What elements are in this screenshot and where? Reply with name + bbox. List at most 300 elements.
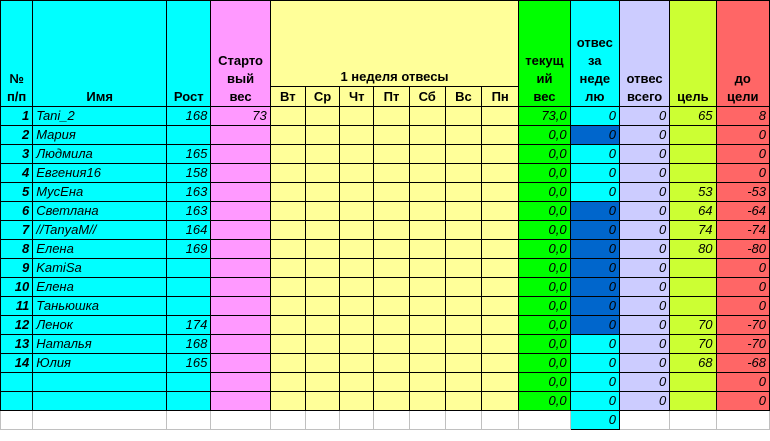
cell-number[interactable]: 5: [1, 183, 33, 202]
cell-day-weight[interactable]: [445, 164, 481, 183]
cell-day-weight[interactable]: [409, 297, 445, 316]
cell-current-weight[interactable]: 0,0: [519, 373, 570, 392]
empty-cell[interactable]: [670, 411, 716, 430]
cell-goal[interactable]: 70: [670, 335, 716, 354]
cell-day-weight[interactable]: [305, 354, 339, 373]
cell-day-weight[interactable]: [482, 316, 519, 335]
cell-current-weight[interactable]: 0,0: [519, 392, 570, 411]
cell-day-weight[interactable]: [270, 145, 305, 164]
cell-number[interactable]: 11: [1, 297, 33, 316]
cell-week-loss-extra[interactable]: 0: [570, 411, 619, 430]
cell-total-loss[interactable]: 0: [619, 145, 669, 164]
cell-day-weight[interactable]: [305, 392, 339, 411]
cell-day-weight[interactable]: [445, 278, 481, 297]
cell-day-weight[interactable]: [340, 354, 374, 373]
cell-day-weight[interactable]: [270, 392, 305, 411]
cell-day-weight[interactable]: [340, 126, 374, 145]
cell-day-weight[interactable]: [445, 373, 481, 392]
cell-day-weight[interactable]: [409, 221, 445, 240]
cell-name[interactable]: [33, 373, 167, 392]
header-to-goal[interactable]: до цели: [716, 1, 769, 107]
cell-number[interactable]: 13: [1, 335, 33, 354]
cell-week-loss[interactable]: 0: [570, 373, 619, 392]
cell-number[interactable]: 10: [1, 278, 33, 297]
header-day[interactable]: Вс: [445, 87, 481, 107]
cell-day-weight[interactable]: [305, 145, 339, 164]
cell-to-goal[interactable]: 0: [716, 145, 769, 164]
cell-day-weight[interactable]: [374, 183, 409, 202]
cell-goal[interactable]: [670, 259, 716, 278]
cell-to-goal[interactable]: -53: [716, 183, 769, 202]
cell-height[interactable]: 165: [167, 354, 211, 373]
cell-day-weight[interactable]: [270, 354, 305, 373]
header-week-loss[interactable]: отвес за неде лю: [570, 1, 619, 107]
cell-start-weight[interactable]: [211, 183, 270, 202]
cell-day-weight[interactable]: [445, 297, 481, 316]
table-row: [1, 335, 770, 354]
empty-cell[interactable]: [445, 411, 481, 430]
cell-day-weight[interactable]: [270, 259, 305, 278]
cell-day-weight[interactable]: [340, 183, 374, 202]
cell-day-weight[interactable]: [445, 259, 481, 278]
cell-day-weight[interactable]: [409, 335, 445, 354]
cell-day-weight[interactable]: [445, 335, 481, 354]
cell-to-goal[interactable]: -70: [716, 335, 769, 354]
empty-cell[interactable]: [519, 411, 570, 430]
cell-day-weight[interactable]: [445, 316, 481, 335]
cell-to-goal[interactable]: 0: [716, 297, 769, 316]
cell-to-goal[interactable]: -74: [716, 221, 769, 240]
table-row: [1, 392, 770, 411]
cell-day-weight[interactable]: [374, 145, 409, 164]
cell-day-weight[interactable]: [340, 373, 374, 392]
header-day[interactable]: Пт: [374, 87, 409, 107]
cell-day-weight[interactable]: [409, 278, 445, 297]
cell-day-weight[interactable]: [340, 107, 374, 126]
cell-day-weight[interactable]: [305, 240, 339, 259]
header-week[interactable]: 1 неделя отвесы: [270, 1, 519, 87]
cell-day-weight[interactable]: [305, 126, 339, 145]
cell-height[interactable]: 168: [167, 335, 211, 354]
empty-cell[interactable]: [211, 411, 270, 430]
cell-current-weight[interactable]: 0,0: [519, 278, 570, 297]
cell-day-weight[interactable]: [374, 278, 409, 297]
cell-to-goal[interactable]: 0: [716, 259, 769, 278]
cell-day-weight[interactable]: [409, 240, 445, 259]
cell-day-weight[interactable]: [305, 183, 339, 202]
cell-day-weight[interactable]: [445, 107, 481, 126]
cell-name[interactable]: KamiSa: [33, 259, 167, 278]
cell-day-weight[interactable]: [270, 107, 305, 126]
table-row: [1, 145, 770, 164]
cell-day-weight[interactable]: [409, 145, 445, 164]
cell-day-weight[interactable]: [482, 354, 519, 373]
empty-cell[interactable]: [1, 411, 33, 430]
cell-day-weight[interactable]: [409, 373, 445, 392]
cell-current-weight[interactable]: 0,0: [519, 297, 570, 316]
cell-week-loss[interactable]: 0: [570, 278, 619, 297]
cell-day-weight[interactable]: [340, 392, 374, 411]
cell-number[interactable]: 8: [1, 240, 33, 259]
cell-day-weight[interactable]: [270, 240, 305, 259]
cell-to-goal[interactable]: -68: [716, 354, 769, 373]
table-row: [1, 202, 770, 221]
cell-name[interactable]: Мария: [33, 126, 167, 145]
cell-day-weight[interactable]: [445, 145, 481, 164]
cell-goal[interactable]: 64: [670, 202, 716, 221]
cell-day-weight[interactable]: [374, 259, 409, 278]
cell-day-weight[interactable]: [340, 221, 374, 240]
cell-day-weight[interactable]: [305, 221, 339, 240]
empty-cell[interactable]: [716, 411, 769, 430]
cell-total-loss[interactable]: 0: [619, 316, 669, 335]
cell-total-loss[interactable]: 0: [619, 126, 669, 145]
cell-day-weight[interactable]: [374, 354, 409, 373]
cell-day-weight[interactable]: [482, 297, 519, 316]
cell-goal[interactable]: 65: [670, 107, 716, 126]
cell-current-weight[interactable]: 0,0: [519, 164, 570, 183]
cell-day-weight[interactable]: [374, 335, 409, 354]
header-day[interactable]: Чт: [340, 87, 374, 107]
cell-day-weight[interactable]: [270, 202, 305, 221]
cell-day-weight[interactable]: [482, 145, 519, 164]
cell-current-weight[interactable]: 0,0: [519, 202, 570, 221]
cell-day-weight[interactable]: [409, 392, 445, 411]
cell-day-weight[interactable]: [445, 202, 481, 221]
cell-total-loss[interactable]: 0: [619, 373, 669, 392]
cell-number[interactable]: [1, 392, 33, 411]
cell-week-loss[interactable]: 0: [570, 335, 619, 354]
cell-height[interactable]: 174: [167, 316, 211, 335]
cell-start-weight[interactable]: [211, 126, 270, 145]
cell-day-weight[interactable]: [482, 164, 519, 183]
cell-goal[interactable]: 68: [670, 354, 716, 373]
cell-current-weight[interactable]: 73,0: [519, 107, 570, 126]
cell-goal[interactable]: 70: [670, 316, 716, 335]
header-total-loss[interactable]: отвес всего: [619, 1, 669, 107]
cell-day-weight[interactable]: [409, 107, 445, 126]
cell-day-weight[interactable]: [482, 392, 519, 411]
cell-goal[interactable]: 74: [670, 221, 716, 240]
cell-day-weight[interactable]: [445, 126, 481, 145]
cell-to-goal[interactable]: 0: [716, 373, 769, 392]
cell-number[interactable]: 3: [1, 145, 33, 164]
cell-total-loss[interactable]: 0: [619, 278, 669, 297]
header-start-weight[interactable]: Старто вый вес: [211, 1, 270, 107]
cell-height[interactable]: [167, 259, 211, 278]
cell-week-loss[interactable]: 0: [570, 107, 619, 126]
cell-current-weight[interactable]: 0,0: [519, 183, 570, 202]
cell-start-weight[interactable]: [211, 354, 270, 373]
cell-height[interactable]: 163: [167, 183, 211, 202]
cell-name[interactable]: Ленок: [33, 316, 167, 335]
cell-number[interactable]: 2: [1, 126, 33, 145]
cell-name[interactable]: Таньюшка: [33, 297, 167, 316]
cell-day-weight[interactable]: [305, 316, 339, 335]
cell-height[interactable]: [167, 392, 211, 411]
cell-total-loss[interactable]: 0: [619, 297, 669, 316]
cell-day-weight[interactable]: [305, 335, 339, 354]
cell-current-weight[interactable]: 0,0: [519, 259, 570, 278]
cell-day-weight[interactable]: [409, 259, 445, 278]
cell-goal[interactable]: [670, 164, 716, 183]
cell-total-loss[interactable]: 0: [619, 221, 669, 240]
cell-name[interactable]: Юлия: [33, 354, 167, 373]
cell-week-loss[interactable]: 0: [570, 297, 619, 316]
table-row: [1, 278, 770, 297]
cell-day-weight[interactable]: [374, 373, 409, 392]
header-day[interactable]: Сб: [409, 87, 445, 107]
cell-day-weight[interactable]: [482, 259, 519, 278]
cell-to-goal[interactable]: 0: [716, 126, 769, 145]
cell-week-loss[interactable]: 0: [570, 202, 619, 221]
cell-day-weight[interactable]: [374, 316, 409, 335]
header-row: [1, 1, 770, 87]
cell-height[interactable]: 164: [167, 221, 211, 240]
cell-day-weight[interactable]: [305, 278, 339, 297]
cell-day-weight[interactable]: [340, 164, 374, 183]
cell-name[interactable]: Елена: [33, 240, 167, 259]
table-row: [1, 126, 770, 145]
header-name[interactable]: Имя: [33, 1, 167, 107]
cell-day-weight[interactable]: [445, 221, 481, 240]
cell-start-weight[interactable]: [211, 278, 270, 297]
cell-day-weight[interactable]: [270, 126, 305, 145]
cell-height[interactable]: 168: [167, 107, 211, 126]
header-goal[interactable]: цель: [670, 1, 716, 107]
header-num[interactable]: № п/п: [1, 1, 33, 107]
cell-number[interactable]: 6: [1, 202, 33, 221]
cell-day-weight[interactable]: [305, 297, 339, 316]
empty-cell[interactable]: [305, 411, 339, 430]
cell-start-weight[interactable]: [211, 297, 270, 316]
cell-name[interactable]: Наталья: [33, 335, 167, 354]
cell-number[interactable]: 4: [1, 164, 33, 183]
cell-number[interactable]: [1, 373, 33, 392]
cell-total-loss[interactable]: 0: [619, 240, 669, 259]
cell-name[interactable]: Людмила: [33, 145, 167, 164]
cell-total-loss[interactable]: 0: [619, 259, 669, 278]
cell-current-weight[interactable]: 0,0: [519, 316, 570, 335]
cell-day-weight[interactable]: [374, 126, 409, 145]
cell-day-weight[interactable]: [374, 240, 409, 259]
cell-name[interactable]: Евгения16: [33, 164, 167, 183]
cell-day-weight[interactable]: [305, 373, 339, 392]
cell-week-loss[interactable]: 0: [570, 183, 619, 202]
cell-number[interactable]: 7: [1, 221, 33, 240]
cell-goal[interactable]: [670, 145, 716, 164]
cell-height[interactable]: [167, 373, 211, 392]
cell-day-weight[interactable]: [409, 126, 445, 145]
table-row: [1, 183, 770, 202]
cell-day-weight[interactable]: [374, 202, 409, 221]
cell-height[interactable]: 169: [167, 240, 211, 259]
table-row: [1, 240, 770, 259]
cell-day-weight[interactable]: [482, 126, 519, 145]
cell-total-loss[interactable]: 0: [619, 392, 669, 411]
empty-cell[interactable]: [167, 411, 211, 430]
cell-day-weight[interactable]: [340, 240, 374, 259]
cell-day-weight[interactable]: [409, 164, 445, 183]
cell-day-weight[interactable]: [305, 107, 339, 126]
cell-start-weight[interactable]: [211, 316, 270, 335]
cell-day-weight[interactable]: [340, 297, 374, 316]
cell-day-weight[interactable]: [270, 335, 305, 354]
cell-day-weight[interactable]: [374, 107, 409, 126]
cell-to-goal[interactable]: -64: [716, 202, 769, 221]
cell-to-goal[interactable]: 0: [716, 392, 769, 411]
cell-day-weight[interactable]: [270, 297, 305, 316]
cell-day-weight[interactable]: [482, 221, 519, 240]
cell-name[interactable]: [33, 392, 167, 411]
cell-day-weight[interactable]: [374, 297, 409, 316]
cell-day-weight[interactable]: [270, 183, 305, 202]
cell-week-loss[interactable]: 0: [570, 221, 619, 240]
cell-start-weight[interactable]: [211, 335, 270, 354]
cell-number[interactable]: 1: [1, 107, 33, 126]
cell-start-weight[interactable]: [211, 259, 270, 278]
cell-start-weight[interactable]: [211, 202, 270, 221]
cell-day-weight[interactable]: [445, 354, 481, 373]
cell-goal[interactable]: [670, 297, 716, 316]
cell-to-goal[interactable]: 0: [716, 278, 769, 297]
cell-height[interactable]: [167, 297, 211, 316]
header-day[interactable]: Пн: [482, 87, 519, 107]
cell-start-weight[interactable]: [211, 240, 270, 259]
cell-day-weight[interactable]: [445, 392, 481, 411]
header-height[interactable]: Рост: [167, 1, 211, 107]
cell-total-loss[interactable]: 0: [619, 202, 669, 221]
cell-total-loss[interactable]: 0: [619, 354, 669, 373]
cell-day-weight[interactable]: [270, 221, 305, 240]
cell-week-loss[interactable]: 0: [570, 354, 619, 373]
cell-day-weight[interactable]: [340, 316, 374, 335]
cell-current-weight[interactable]: 0,0: [519, 145, 570, 164]
cell-day-weight[interactable]: [482, 183, 519, 202]
cell-goal[interactable]: 80: [670, 240, 716, 259]
cell-day-weight[interactable]: [409, 183, 445, 202]
cell-week-loss[interactable]: 0: [570, 145, 619, 164]
cell-to-goal[interactable]: -70: [716, 316, 769, 335]
cell-day-weight[interactable]: [482, 240, 519, 259]
cell-day-weight[interactable]: [270, 373, 305, 392]
cell-to-goal[interactable]: 8: [716, 107, 769, 126]
cell-start-weight[interactable]: [211, 221, 270, 240]
cell-day-weight[interactable]: [482, 335, 519, 354]
cell-day-weight[interactable]: [482, 107, 519, 126]
cell-week-loss[interactable]: 0: [570, 240, 619, 259]
cell-total-loss[interactable]: 0: [619, 164, 669, 183]
empty-cell[interactable]: [619, 411, 669, 430]
cell-name[interactable]: //TanyaM//: [33, 221, 167, 240]
cell-day-weight[interactable]: [374, 164, 409, 183]
cell-day-weight[interactable]: [409, 202, 445, 221]
cell-start-weight[interactable]: [211, 164, 270, 183]
cell-height[interactable]: 165: [167, 145, 211, 164]
cell-day-weight[interactable]: [445, 240, 481, 259]
cell-day-weight[interactable]: [409, 354, 445, 373]
cell-day-weight[interactable]: [270, 164, 305, 183]
cell-current-weight[interactable]: 0,0: [519, 240, 570, 259]
cell-current-weight[interactable]: 0,0: [519, 126, 570, 145]
cell-start-weight[interactable]: [211, 392, 270, 411]
cell-day-weight[interactable]: [409, 316, 445, 335]
cell-goal[interactable]: 53: [670, 183, 716, 202]
cell-start-weight[interactable]: [211, 145, 270, 164]
cell-day-weight[interactable]: [340, 335, 374, 354]
cell-day-weight[interactable]: [340, 202, 374, 221]
cell-week-loss[interactable]: 0: [570, 392, 619, 411]
cell-height[interactable]: 163: [167, 202, 211, 221]
cell-week-loss[interactable]: 0: [570, 259, 619, 278]
empty-cell[interactable]: [340, 411, 374, 430]
cell-name[interactable]: Tani_2: [33, 107, 167, 126]
header-day[interactable]: Ср: [305, 87, 339, 107]
cell-current-weight[interactable]: 0,0: [519, 335, 570, 354]
cell-day-weight[interactable]: [340, 259, 374, 278]
table-row: [1, 107, 770, 126]
empty-cell[interactable]: [270, 411, 305, 430]
cell-day-weight[interactable]: [270, 316, 305, 335]
cell-height[interactable]: [167, 278, 211, 297]
cell-total-loss[interactable]: 0: [619, 335, 669, 354]
cell-goal[interactable]: [670, 392, 716, 411]
cell-name[interactable]: МусЕна: [33, 183, 167, 202]
cell-day-weight[interactable]: [270, 278, 305, 297]
cell-day-weight[interactable]: [340, 145, 374, 164]
empty-cell[interactable]: [482, 411, 519, 430]
cell-current-weight[interactable]: 0,0: [519, 354, 570, 373]
cell-day-weight[interactable]: [482, 373, 519, 392]
cell-goal[interactable]: [670, 373, 716, 392]
empty-cell[interactable]: [374, 411, 409, 430]
cell-day-weight[interactable]: [374, 221, 409, 240]
cell-day-weight[interactable]: [482, 278, 519, 297]
cell-name[interactable]: Светлана: [33, 202, 167, 221]
cell-total-loss[interactable]: 0: [619, 107, 669, 126]
cell-day-weight[interactable]: [374, 392, 409, 411]
cell-week-loss[interactable]: 0: [570, 126, 619, 145]
table-row: [1, 373, 770, 392]
cell-number[interactable]: 9: [1, 259, 33, 278]
cell-week-loss[interactable]: 0: [570, 316, 619, 335]
cell-week-loss[interactable]: 0: [570, 164, 619, 183]
cell-start-weight[interactable]: 73: [211, 107, 270, 126]
cell-start-weight[interactable]: [211, 373, 270, 392]
cell-day-weight[interactable]: [340, 278, 374, 297]
cell-number[interactable]: 12: [1, 316, 33, 335]
cell-current-weight[interactable]: 0,0: [519, 221, 570, 240]
cell-day-weight[interactable]: [305, 164, 339, 183]
cell-to-goal[interactable]: -80: [716, 240, 769, 259]
empty-cell[interactable]: [33, 411, 167, 430]
cell-day-weight[interactable]: [482, 202, 519, 221]
cell-day-weight[interactable]: [445, 183, 481, 202]
cell-total-loss[interactable]: 0: [619, 183, 669, 202]
header-day[interactable]: Вт: [270, 87, 305, 107]
cell-height[interactable]: [167, 126, 211, 145]
cell-goal[interactable]: [670, 126, 716, 145]
cell-name[interactable]: Елена: [33, 278, 167, 297]
cell-number[interactable]: 14: [1, 354, 33, 373]
cell-day-weight[interactable]: [305, 202, 339, 221]
header-current-weight[interactable]: текущ ий вес: [519, 1, 570, 107]
cell-to-goal[interactable]: 0: [716, 164, 769, 183]
cell-height[interactable]: 158: [167, 164, 211, 183]
empty-cell[interactable]: [409, 411, 445, 430]
cell-goal[interactable]: [670, 278, 716, 297]
cell-day-weight[interactable]: [305, 259, 339, 278]
